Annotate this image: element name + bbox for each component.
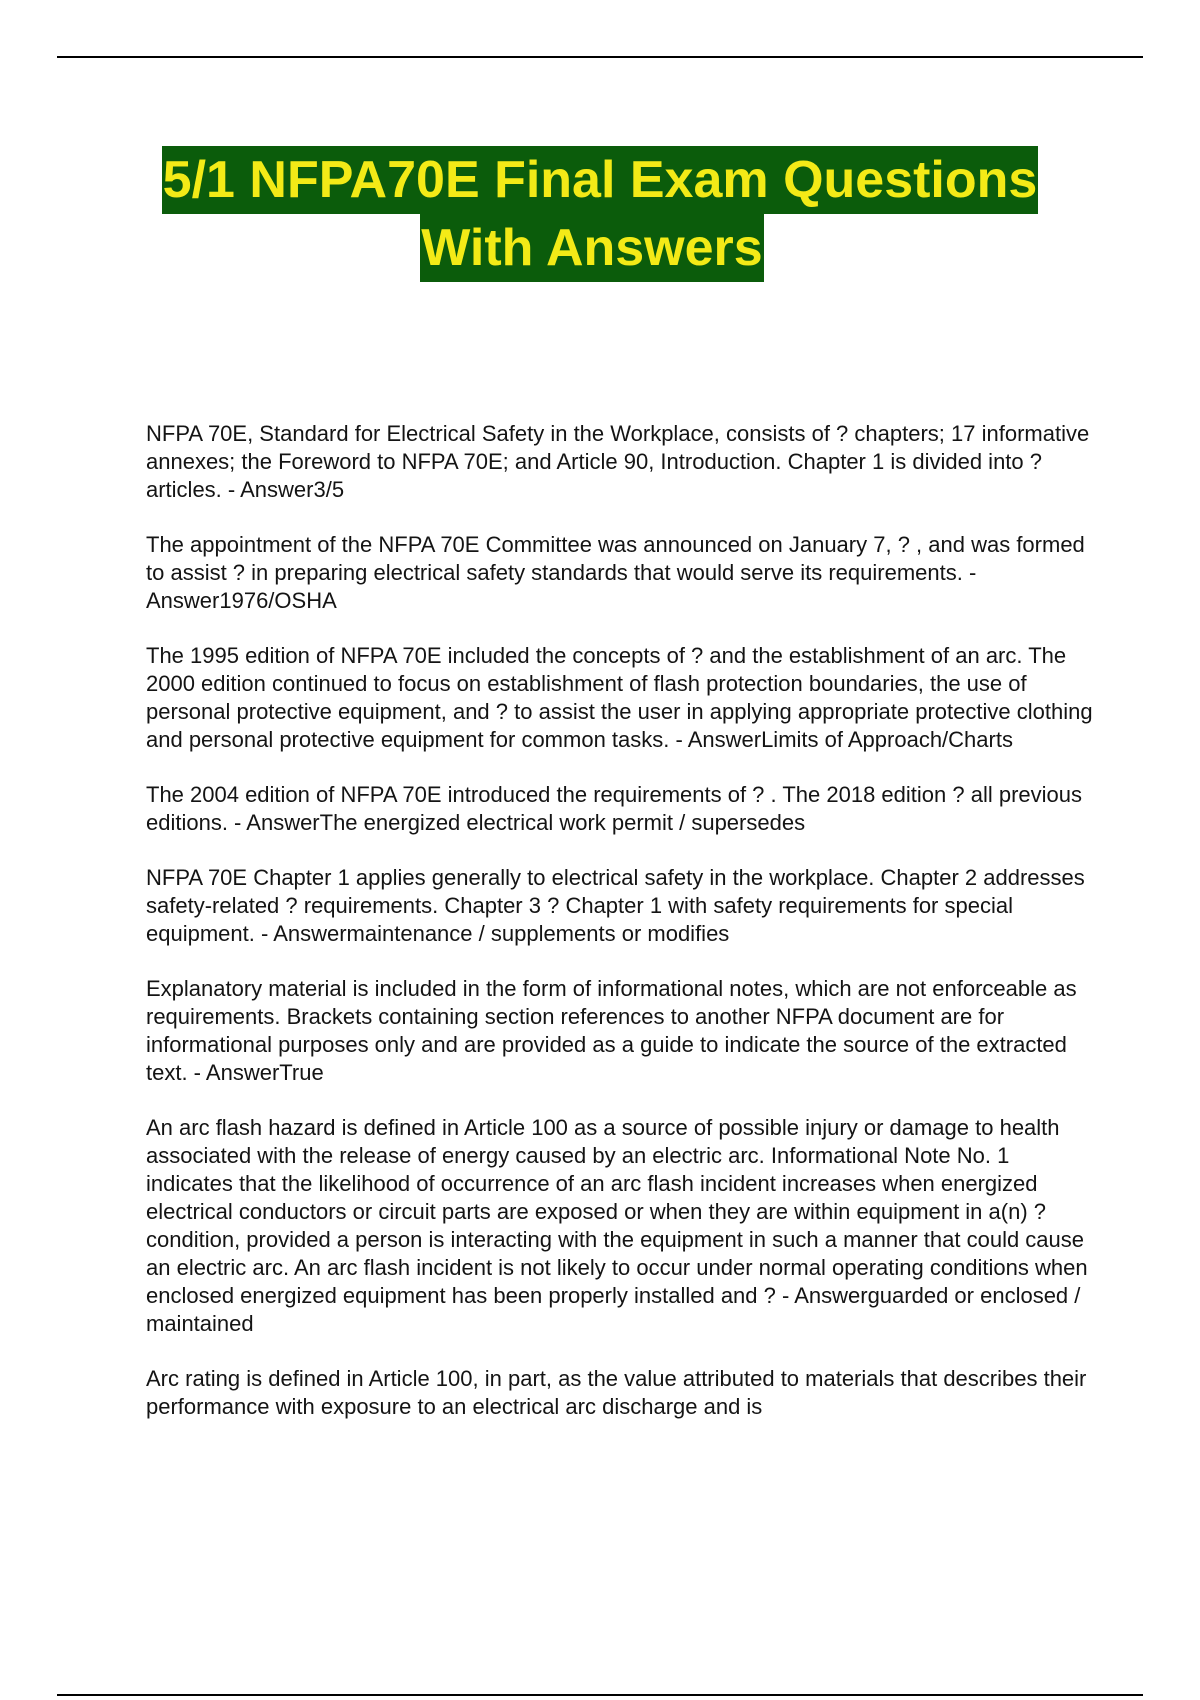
qa-entry: The appointment of the NFPA 70E Committee was announced on January 7, ? , and was formed to assist ? in preparing electrical safety standards that would serve its requirements. - Answer1976/OSHA — [146, 532, 1085, 613]
document-title — [57, 146, 1143, 282]
qa-entry: Arc rating is defined in Article 100, in part, as the value attributed to materials that describes their performance with exposure to an electrical arc discharge and is — [146, 1366, 1087, 1419]
title-line-2: With Answers — [420, 214, 763, 282]
qa-entry: An arc flash hazard is defined in Article 100 as a source of possible injury or damage to health associated with the release of energy caused by an electric arc. Informational Note No. 1 indicates that the likelihood of occurrence of an arc flash incident increases when energized electrical conductors or circuit parts are exposed or when they are within equipment in a(n) ? condition, provided a person is interacting with the equipment in such a manner that could cause an electric arc. An arc flash incident is not likely to occur under normal operating conditions when enclosed energized equipment has been properly installed and ? - Answerguarded or enclosed / maintained — [146, 1115, 1088, 1336]
qa-entry: NFPA 70E, Standard for Electrical Safety in the Workplace, consists of ? chapters; 17 informative annexes; the Foreword to NFPA 70E; and Article 90, Introduction. Chapter 1 is divided into ? articles. - Answer3/5 — [146, 421, 1090, 502]
qa-entry: NFPA 70E Chapter 1 applies generally to electrical safety in the workplace. Chapter 2 addresses safety-related ? requirements. Chapter 3 ? Chapter 1 with safety requirements for special equipment. - Answermaintenance / supplements or modifies — [146, 865, 1085, 946]
qa-entry: The 2004 edition of NFPA 70E introduced the requirements of ? . The 2018 edition ? all previous editions. - AnswerThe energized electrical work permit / supersedes — [146, 782, 1082, 835]
qa-entry: Explanatory material is included in the form of informational notes, which are not enforceable as requirements. Brackets containing section references to another NFPA document are for informational purposes only and are provided as a guide to indicate the source of the extracted text. - AnswerTrue — [146, 976, 1077, 1085]
title-line-1: 5/1 NFPA70E Final Exam Questions — [162, 146, 1039, 214]
header-rule — [57, 56, 1143, 58]
qa-list — [146, 420, 1096, 1448]
qa-entry: The 1995 edition of NFPA 70E included the concepts of ? and the establishment of an arc. The 2000 edition continued to focus on establishment of flash protection boundaries, the use of personal protective equipment, and ? to assist the user in applying appropriate protective clothing and personal protective equipment for common tasks. - AnswerLimits of Approach/Charts — [146, 643, 1093, 752]
footer-rule — [57, 1694, 1143, 1696]
